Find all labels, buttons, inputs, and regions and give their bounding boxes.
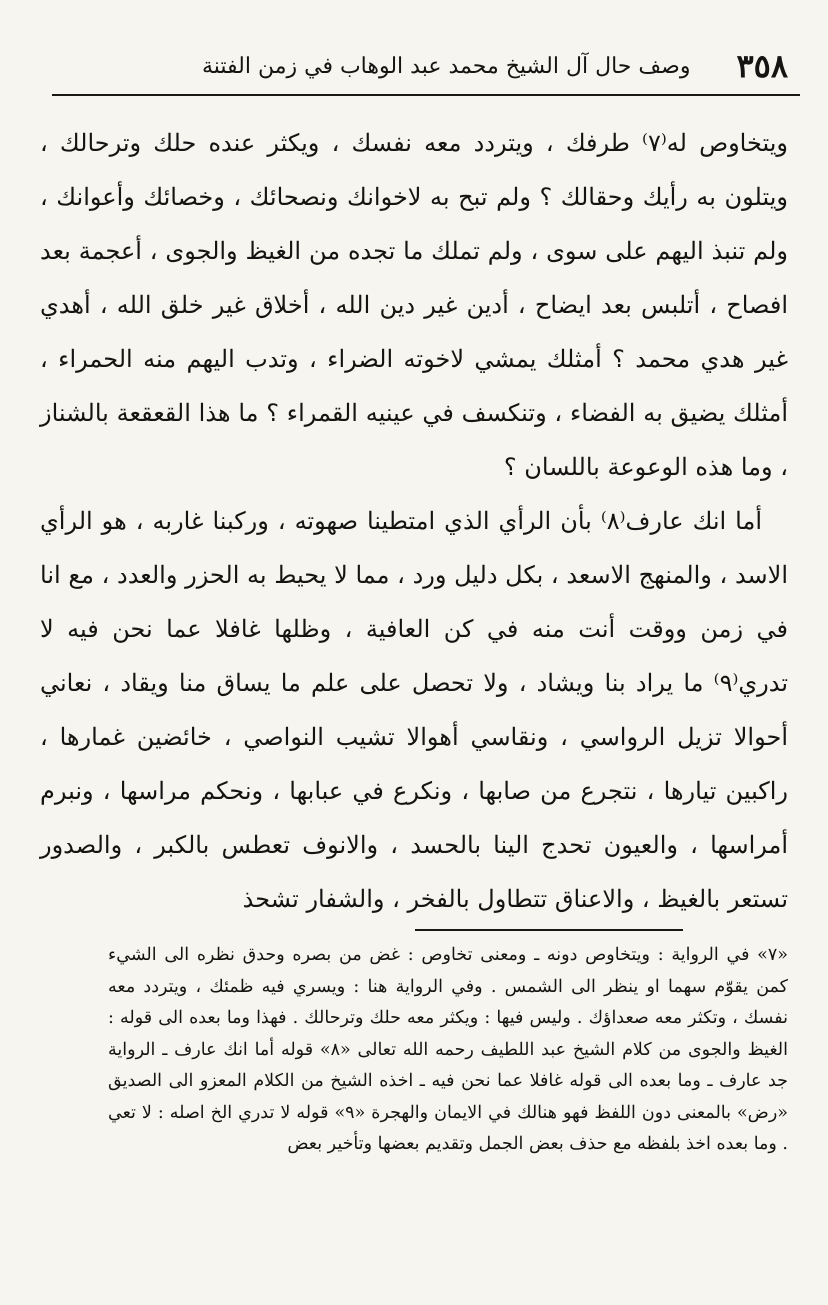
header-rule (52, 94, 800, 96)
page-number: ٣٥٨ (736, 47, 788, 85)
footnotes (108, 940, 788, 1161)
paragraph-1: ويتخاوص له⁽٧⁾ طرفك ، ويتردد معه نفسك ، ويكثر عنده حلك وترحالك ، ويتلون به رأيك وحقالك ؟ ولم تبح به لاخوانك ونصحائك ، وخصائك وأعوانك ، ولم تنبذ اليهم على سوى ، ولم تملك ما تجده من الغيظ والجوى ، أعجمة بعد افصاح ، أتلبس بعد ايضاح ، أدين غير دين الله ، أخلاق غير خلق الله ، أهدي غير هدي محمد ؟ أمثلك يمشي لاخوته الضراء ، وتدب اليهم منه الحمراء ، أمثلك يضيق به الفضاء ، وتنكسف في عينيه القمراء ؟ ما هذا القعقعة بالشناز ، وما هذه الوعوعة باللسان ؟ (40, 129, 789, 481)
footnote-block: «٧» في الرواية : ويتخاوص دونه ـ ومعنى تخاوص : غض من بصره وحدق نظره الى الشيء كمن يقوّم سهما او ينظر الى الشمس . وفي الرواية هنا : ويسري فيه ظمئك ، ويتردد معه نفسك ، وتكثر معه صعداؤك . وليس فيها : ويكثر معه حلك وترحالك . فهذا وما بعده الى قوله : الغيظ والجوى من كلام الشيخ عبد اللطيف رحمه الله تعالى «٨» قوله أما انك عارف ـ الرواية جد عارف ـ وما بعده الى قوله غافلا عما نحن فيه ـ اخذه الشيخ من الكلام المعزو الى الصديق «رض» بالمعنى دون اللفظ فهو هنالك في الايمان والهجرة «٩» قوله لا تدري الخ اصله : لا تعي . وما بعده اخذ بلفظه مع حذف بعض الجمل وتقديم بعضها وتأخير بعض (108, 945, 788, 1154)
footnote-rule (415, 929, 683, 931)
paragraph-2: أما انك عارف⁽٨⁾ بأن الرأي الذي امتطينا صهوته ، وركبنا غاربه ، هو الرأي الاسد ، والمنهج الاسعد ، بكل دليل ورد ، مما لا يحيط به الحزر والعدد ، مع انا في زمن ووقت أنت منه في كن العافية ، وظلها غافلا عما نحن فيه لا تدري⁽٩⁾ ما يراد بنا ويشاد ، ولا تحصل على علم ما يساق منا ويقاد ، نعاني أحوالا تزيل الرواسي ، ونقاسي أهوالا تشيب النواصي ، خائضين غمارها ، راكبين تيارها ، نتجرع من صابها ، ونكرع في عبابها ، ونحكم مراسها ، ونبرم أمراسها ، والعيون تحدج الينا بالحسد ، والانوف تعطس بالكبر ، والصدور تستعر بالغيظ ، والاعناق تتطاول بالفخر ، والشفار تشحذ (40, 507, 789, 913)
page-header (92, 44, 788, 88)
main-text (40, 116, 788, 926)
running-title: وصف حال آل الشيخ محمد عبد الوهاب في زمن الفتنة (201, 53, 691, 79)
